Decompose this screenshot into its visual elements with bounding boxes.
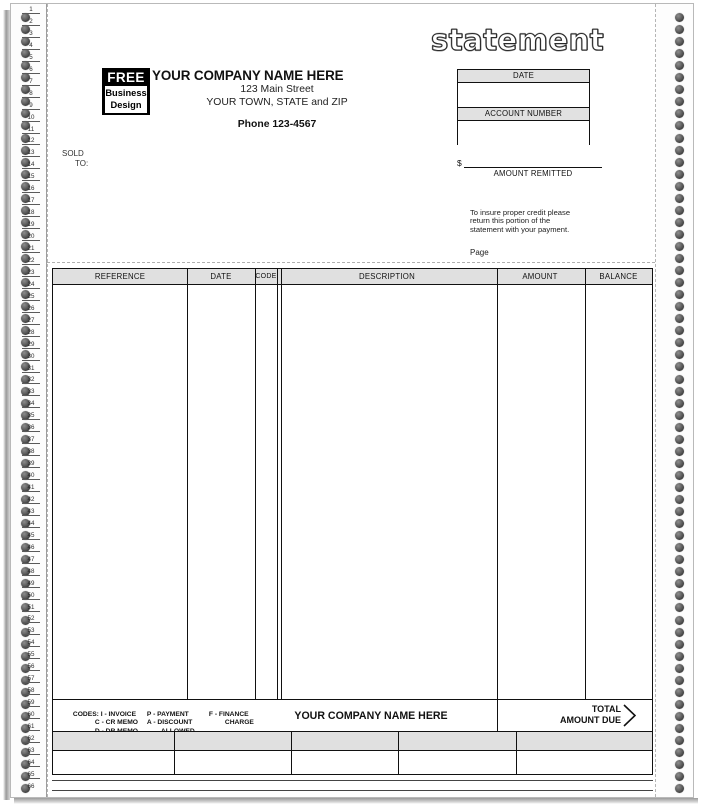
line-number: 4 xyxy=(22,42,40,50)
sprocket-hole xyxy=(675,736,684,745)
line-number: 39 xyxy=(22,460,40,468)
line-number: 37 xyxy=(22,436,40,444)
page-title: statement xyxy=(431,23,605,57)
sold-to-label xyxy=(62,149,88,169)
line-number: 19 xyxy=(22,221,40,229)
company-address-line1: 123 Main Street xyxy=(240,84,314,95)
column-divider-description-amount xyxy=(497,269,498,699)
page-shadow-left xyxy=(3,10,10,800)
footer-gray-divider-1 xyxy=(174,732,175,750)
line-number: 28 xyxy=(22,329,40,337)
line-number: 43 xyxy=(22,508,40,516)
line-number: 18 xyxy=(22,209,40,217)
sprocket-hole xyxy=(675,266,684,275)
logo-subtext xyxy=(105,86,147,113)
line-number: 9 xyxy=(22,102,40,110)
sprocket-hole xyxy=(675,218,684,227)
account-number-value-field[interactable] xyxy=(458,121,589,146)
codes-c2-l2: A - DISCOUNT xyxy=(146,719,193,727)
line-number: 62 xyxy=(22,735,40,743)
total-amount-due-label xyxy=(503,704,621,725)
line-number: 1 xyxy=(22,6,40,14)
date-header: DATE xyxy=(458,70,589,83)
line-number: 3 xyxy=(22,30,40,38)
page-number-label: Page xyxy=(470,248,489,257)
line-number: 15 xyxy=(22,173,40,181)
form-content xyxy=(48,4,655,797)
line-number: 57 xyxy=(22,675,40,683)
line-number: 8 xyxy=(22,90,40,98)
free-business-design-logo xyxy=(102,68,150,115)
line-number: 60 xyxy=(22,711,40,719)
codes-c1-l1: I - INVOICE xyxy=(100,711,137,719)
company-address-line2: YOUR TOWN, STATE and ZIP xyxy=(206,96,348,108)
line-number: 2 xyxy=(22,18,40,26)
sprocket-hole xyxy=(675,146,684,155)
sprocket-hole xyxy=(675,507,684,516)
dollar-sign: $ xyxy=(457,158,462,168)
line-number: 12 xyxy=(22,137,40,145)
line-number: 64 xyxy=(22,759,40,767)
line-number: 41 xyxy=(22,484,40,492)
footer-entry-divider-4 xyxy=(516,751,517,774)
footer-entry-divider-3 xyxy=(398,751,399,774)
logo-line1: Business xyxy=(105,88,147,98)
line-number: 10 xyxy=(22,114,40,122)
sprocket-hole xyxy=(675,387,684,396)
line-number: 49 xyxy=(22,580,40,588)
column-header-date: DATE xyxy=(210,272,232,281)
sprocket-hole xyxy=(675,724,684,733)
sprocket-hole xyxy=(675,748,684,757)
chevron-right-icon xyxy=(623,704,636,727)
sprocket-hole xyxy=(675,158,684,167)
date-value-field[interactable] xyxy=(458,83,589,108)
sprocket-hole xyxy=(675,134,684,143)
amount-remitted-label: AMOUNT REMITTED xyxy=(493,169,573,178)
column-header-balance: BALANCE xyxy=(599,272,638,281)
column-header-code: CODE xyxy=(255,273,277,280)
sprocket-hole xyxy=(675,375,684,384)
sprocket-hole xyxy=(675,13,684,22)
line-items-table xyxy=(52,268,653,700)
sprocket-hole xyxy=(675,411,684,420)
sprocket-hole xyxy=(675,652,684,661)
sprocket-hole xyxy=(675,688,684,697)
sprocket-hole xyxy=(675,254,684,263)
column-header-amount: AMOUNT xyxy=(522,272,558,281)
sprocket-hole xyxy=(675,640,684,649)
line-number: 46 xyxy=(22,544,40,552)
line-number: 48 xyxy=(22,568,40,576)
footer-entry-divider-2 xyxy=(291,751,292,774)
sprocket-hole xyxy=(675,435,684,444)
sprocket-hole xyxy=(675,628,684,637)
column-divider-date-code xyxy=(255,269,256,699)
codes-c1-l2: C - CR MEMO xyxy=(94,719,138,727)
logo-line2: Design xyxy=(110,100,142,110)
total-label-line2: AMOUNT DUE xyxy=(560,714,621,725)
line-number: 36 xyxy=(22,424,40,432)
sprocket-hole xyxy=(675,700,684,709)
account-number-header: ACCOUNT NUMBER xyxy=(458,108,589,121)
sprocket-hole xyxy=(675,399,684,408)
sprocket-hole xyxy=(675,423,684,432)
line-number: 61 xyxy=(22,723,40,731)
company-address xyxy=(152,84,402,109)
sprocket-hole xyxy=(675,495,684,504)
column-header-reference: REFERENCE xyxy=(94,272,146,281)
line-number: 59 xyxy=(22,699,40,707)
sprocket-hole xyxy=(675,616,684,625)
footer-gray-divider-3 xyxy=(398,732,399,750)
codes-c2-l1: P - PAYMENT xyxy=(146,711,189,719)
line-number: 38 xyxy=(22,448,40,456)
line-number: 13 xyxy=(22,149,40,157)
line-number: 45 xyxy=(22,532,40,540)
sprocket-hole xyxy=(675,182,684,191)
line-number: 17 xyxy=(22,197,40,205)
perforation-line-right xyxy=(655,4,656,797)
sold-to-line2: TO: xyxy=(75,159,89,168)
sold-to-line1: SOLD xyxy=(62,149,84,158)
sprocket-hole xyxy=(675,664,684,673)
date-account-box xyxy=(457,69,590,145)
total-label-line1: TOTAL xyxy=(591,704,621,714)
line-number: 51 xyxy=(22,604,40,612)
line-number: 29 xyxy=(22,341,40,349)
line-number: 44 xyxy=(22,520,40,528)
sprocket-hole xyxy=(675,483,684,492)
line-number: 24 xyxy=(22,281,40,289)
codes-c3-l2: CHARGE xyxy=(224,719,254,727)
line-number: 65 xyxy=(22,771,40,779)
sprocket-hole xyxy=(675,194,684,203)
total-section-divider xyxy=(497,700,498,731)
line-number: 5 xyxy=(22,54,40,62)
line-number: 20 xyxy=(22,233,40,241)
line-number: 50 xyxy=(22,592,40,600)
sprocket-hole xyxy=(675,471,684,480)
notice-line2: return this portion of the xyxy=(470,216,551,226)
line-number: 6 xyxy=(22,66,40,74)
footer-bottom-rule xyxy=(52,780,653,791)
line-number: 22 xyxy=(22,257,40,265)
line-number: 25 xyxy=(22,293,40,301)
line-number: 14 xyxy=(22,161,40,169)
line-number: 42 xyxy=(22,496,40,504)
sprocket-hole xyxy=(675,230,684,239)
sprocket-hole xyxy=(675,170,684,179)
sprocket-hole xyxy=(675,25,684,34)
footer-gray-row xyxy=(52,732,653,751)
line-number: 56 xyxy=(22,663,40,671)
line-number: 53 xyxy=(22,627,40,635)
tractor-feed-strip-right xyxy=(655,4,693,797)
company-name: YOUR COMPANY NAME HERE xyxy=(152,68,344,83)
line-number: 16 xyxy=(22,185,40,193)
line-number: 26 xyxy=(22,305,40,313)
line-number: 21 xyxy=(22,245,40,253)
column-divider-code-right xyxy=(277,269,278,699)
sprocket-hole xyxy=(675,676,684,685)
sprocket-hole xyxy=(675,447,684,456)
line-number: 11 xyxy=(22,126,40,134)
line-number: 30 xyxy=(22,353,40,361)
line-number: 33 xyxy=(22,388,40,396)
column-divider-reference-date xyxy=(187,269,188,699)
line-number: 23 xyxy=(22,269,40,277)
footer-gray-divider-2 xyxy=(291,732,292,750)
sprocket-hole xyxy=(675,206,684,215)
company-phone: Phone 123-4567 xyxy=(237,119,317,130)
line-number: 40 xyxy=(22,472,40,480)
line-number: 47 xyxy=(22,556,40,564)
sprocket-hole xyxy=(675,242,684,251)
codes-prefix: CODES: xyxy=(72,711,99,719)
line-number: 32 xyxy=(22,376,40,384)
line-number: 55 xyxy=(22,651,40,659)
column-divider-code-description xyxy=(281,269,282,699)
page-shadow-bottom xyxy=(14,798,698,804)
notice-line1: To insure proper credit please xyxy=(470,208,571,217)
column-divider-amount-balance xyxy=(585,269,586,699)
notice-line3: statement with your payment. xyxy=(470,224,570,234)
line-number: 27 xyxy=(22,317,40,325)
column-header-description: DESCRIPTION xyxy=(358,272,416,281)
logo-free-text: FREE xyxy=(107,70,145,85)
codes-c3-l1: F - FINANCE xyxy=(208,711,249,719)
sprocket-hole xyxy=(675,712,684,721)
line-number: 54 xyxy=(22,639,40,647)
line-number: 52 xyxy=(22,615,40,623)
line-number: 35 xyxy=(22,412,40,420)
sprocket-hole xyxy=(675,459,684,468)
amount-remitted-input[interactable] xyxy=(464,167,602,168)
line-number: 34 xyxy=(22,400,40,408)
line-number: 31 xyxy=(22,365,40,373)
line-number: 7 xyxy=(22,78,40,86)
footer-entry-divider-1 xyxy=(174,751,175,774)
line-number: 63 xyxy=(22,747,40,755)
line-number: 66 xyxy=(27,782,35,790)
codes-and-total-strip xyxy=(52,700,653,732)
footer-company-name: YOUR COMPANY NAME HERE xyxy=(294,710,448,722)
remittance-notice xyxy=(470,209,570,234)
footer-gray-divider-4 xyxy=(516,732,517,750)
footer-entry-row[interactable] xyxy=(52,751,653,775)
line-number: 58 xyxy=(22,687,40,695)
